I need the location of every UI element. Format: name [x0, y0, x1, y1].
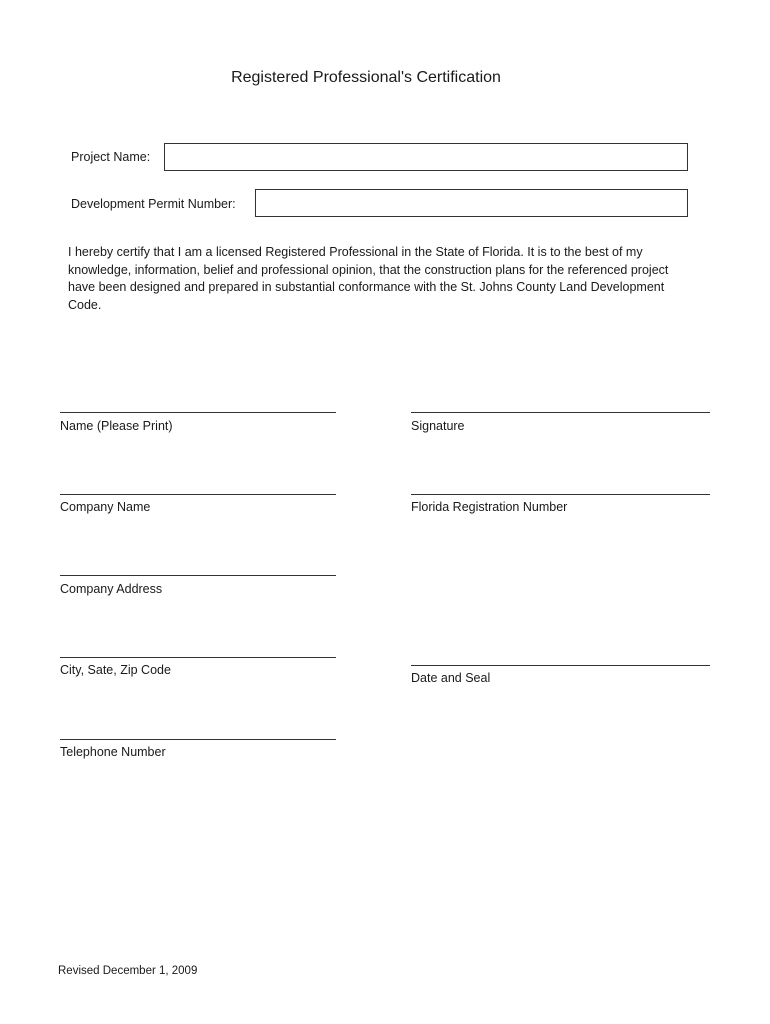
project-name-label: Project Name:: [71, 150, 151, 164]
date-seal-line[interactable]: [411, 665, 710, 666]
name-label: Name (Please Print): [60, 419, 173, 433]
permit-number-field[interactable]: [255, 189, 688, 217]
certification-line: Code.: [68, 297, 102, 312]
city-state-zip-line[interactable]: [60, 657, 336, 658]
registration-number-line[interactable]: [411, 494, 710, 495]
telephone-label: Telephone Number: [60, 745, 166, 759]
signature-line[interactable]: [411, 412, 710, 413]
permit-number-label: Development Permit Number:: [71, 197, 236, 211]
city-state-zip-label: City, Sate, Zip Code: [60, 663, 171, 677]
company-address-line[interactable]: [60, 575, 336, 576]
certification-line: knowledge, information, belief and professional opinion, that the construction plans for the referenced project: [68, 262, 669, 277]
registration-number-label: Florida Registration Number: [411, 500, 568, 514]
project-name-field[interactable]: [164, 143, 688, 171]
revised-date: Revised December 1, 2009: [58, 965, 198, 977]
company-name-label: Company Name: [60, 500, 151, 514]
certification-line: have been designed and prepared in substantial conformance with the St. Johns County Land Development: [68, 280, 665, 294]
name-line[interactable]: [60, 412, 336, 413]
company-name-line[interactable]: [60, 494, 336, 495]
page-title: Registered Professional's Certification: [231, 69, 501, 86]
certification-text: [68, 244, 728, 314]
company-address-label: Company Address: [60, 582, 163, 596]
telephone-line[interactable]: [60, 739, 336, 740]
certification-line: I hereby certify that I am a licensed Registered Professional in the State of Florida. It is to the best of my: [68, 245, 643, 259]
date-seal-label: Date and Seal: [411, 671, 491, 685]
signature-label: Signature: [411, 419, 465, 433]
